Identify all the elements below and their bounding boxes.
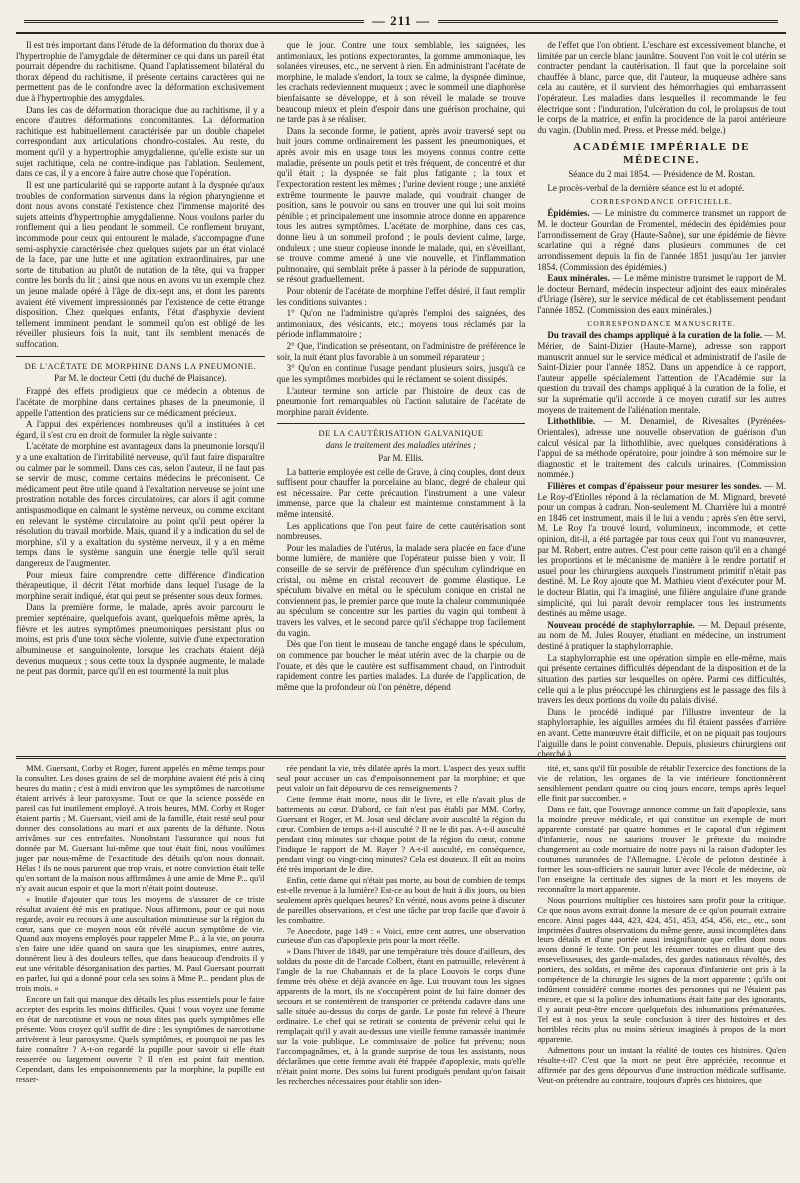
paragraph: » Dans l'hiver de 1849, par une température très douce d'ailleurs, des soldats du poste dit de l'arcade Colbert, étant en patrouille, relevèrent à l'angle de la rue Chabannais et de la place Louvois le corps d'une femme très obèse et déjà avancée en âge. Lui trouvant tous les signes apparents de la mort, ils ne s'occupèrent point de lui faire donner des secours et se contentèrent de transporter ce prétendu cadavre dans une salle située au-dessus du corps de garde. Le poste fut relevé à l'heure ordinaire. Le chef qui se retirait se contenta de prévenir celui qui le remplaçait qu'il y avait au-dessus une vieille femme ramassée inanimée sur la voie publique. Le commissaire de police fut prévenu; nous l'accompagnâmes, et, à la grande surprise de tous les assistants, nous déclarâmes que cette femme avait été frappée d'apoplexie, mais qu'elle n'était point morte. Des soins lui furent prodigués pendant qu'on faisait les recherches nécessaires pour établir son iden- (276, 946, 526, 1087)
paragraph-text: — M. Le Roy-d'Etiolles répond à la réclamation de M. Mignard, breveté pour un compas à cadran. Non-seulement M. Charrière lui a montré en 1846 cet instrument, mais il le lui a vendu ; après s'en être servi, M. Le Roy l'a trouvé lourd, volumineux, incommode, et cette opinion, dit-il, a été partagée par tous ceux qui l'ont vu manœuvrer, par M. Robert, entre autres. C'est pour cette raison qu'il en a changé les proportions et le mécanisme de manière à le rendre portatif et usuel pour les chirurgiens auxquels l'instrument primitif n'était pas destiné. M. Le Roy ajoute que M. Mathieu vient d'exécuter pour M. le docteur Blatin, qui l'a imaginé, une filière angulaire d'une grande simplicité, qui lui paraît devoir remplacer tous les instruments destinés au même usage. (537, 480, 787, 619)
paragraph: L'acétate de morphine est avantageux dans la pneumonie lorsqu'il y a une exaltation de l'irritabilité nerveuse, qu'il faut faire disparaître ou calmer par le sommeil. Dans ces cas, selon l'auteur, il ne faut pas se servir de musc, comme certains médecins le préconisent. Ce médicament peut être utile quand à l'exaltation nerveuse se joint une prostration notable des forces circulatoires, car alors il agit comme antispasmodique en calmant le système nerveux, ou comme excitant en relevant le système circulatoire au point qu'il peut opérer la résolution du travail morbide. Mais, quand il y a indication du sel de morphine, s'il y a exaltation du système nerveux, il y a en même temps dans le système sanguin une énergie telle qu'il serait dangereux de l'augmenter. (16, 441, 265, 569)
paragraph: Nous pourrions multiplier ces histoires sans profit pour la critique. Ce que nous avons extrait donne la mesure de ce qu'on pourrait extraire encore. Ainsi pages 444, 423, 424, 451, 453, 454, 456, etc., etc., sont imprimées d'autres observations du même genre, aussi incomplètes dans leurs détails et d'une portée aussi insignifiante que celles dont nous avons donné le texte. On peut les résumer toutes en disant que des ensevelisseuses, des garde-malades, des gardes nationaux révoltés, des portiers, des soldats, et même des caporaux d'infanterie ont pris à la compétence de la chirurgie les signes de la mort apparente ; qu'ils ont indûment considéré comme mortes des personnes qui ne l'étaient pas encore, et que si la police des inhumations était faite par des ignorants, il y aurait peut-être encore quelquefois des inhumations prématurées. Tel est à nos yeux la seule conclusion à tirer des histoires et des horribles récits plus ou moins sérieux imaginés à propos de la mort apparente. (537, 894, 787, 1045)
header-rule-left (24, 20, 364, 23)
paragraph: Pour les maladies de l'utérus, la malade sera placée en face d'une bonne lumière, de manière que l'opérateur puisse bien y voir. Il conseille de se servir de préférence d'un spéculum cylindrique en cristal, ou même en cristal recouvert de gomme élastique. Le spéculum bivalve en métal ou le spéculum conique en cristal ne conviennent pas, le premier parce que toute la chaleur communiquée au spéculum se concentre sur les parties du vagin qui tombent à travers les valves, et le second parce qu'il s'échappe trop facilement du vagin. (276, 542, 526, 638)
paragraph: Frappé des effets prodigieux que ce médecin a obtenus de l'acétate de morphine dans certaines phases de la pneumonie, il appelle l'attention des praticiens sur ce médicament précieux. (16, 386, 265, 418)
paragraph: 3° Qu'on en continue l'usage pendant plusieurs soirs, jusqu'à ce que les symptômes morbides qui le réclament se soient dissipés. (276, 363, 526, 384)
lower-column-2 (277, 764, 526, 1174)
paragraph: Dans les cas de déformation thoracique due au rachitisme, il y a encore d'autres déformations concomitantes. La déformation rachitique est habituellement caractérisée par un double chapelet correspondant aux articulations chondro-costales. Au reste, du moment qu'il y a hypertrophie amygdalienne, qu'elle existe sur un sujet rachitique, cela ne contre-indique pas l'ablation. Seulement, dans ce cas, il y a encore à faire autre chose que l'opération. (16, 104, 265, 179)
paragraph: Il est une particularité qui se rapporte autant à la dyspnée qu'aux troubles de conformation survenus dans la région pharyngienne et dont nous avons constaté l'existence chez l'immense majorité des sujets atteints d'hypertrophie amygdalienne. Nous voulons parler du ronflement qui a lieu pendant le sommeil. Ce ronflement bruyant, incommode pour ceux qui entourent le malade, s'accompagne d'une semi-asphyxie caractérisée chez quelques sujets par un état violacé de la face, par une lutte et une agitation extraordinaires, par une sorte de titubation au plutôt de nutation de la tête, qui va frapper contre les bords du lit ; ainsi que nous en avons vu un exemple chez un jeune malade opéré à l'âge de dix-sept ans, et dont les parents avaient été vivement impressionnés par l'existence de cette étrange disposition. Chez quelques enfants, l'état d'asphyxie devient tellement imminent pendant le sommeil qu'on est obligé de les réveiller plusieurs fois la nuit, tant ils semblent menacés de suffocation. (16, 179, 265, 350)
paragraph: 1° Qu'on ne l'administre qu'après l'emploi des saignées, des antimoniaux, des vésicants, etc.; moyens tous réclamés par la période inflammatoire ; (276, 308, 526, 340)
paragraph: MM. Guersant, Corby et Roger, furent appelés en même temps pour la consulter. Les doses grains de sel de morphine avaient été pris à cinq heures du matin ; c'est à midi environ que les symptômes de narcotisme étaient arrivés à leur paroxysme. Tout ce que la science possède en pareil cas fut inutilement employé. A trois heures, MM. Corby et Roger étaient partis ; M. Guersant, vieil ami de la famille, était resté seul pour donner des consolations au mari et aux parents de la défunte. Nous arrivâmes sur ces entrefaites. Nonobstant l'assurance qui nous fut donnée par M. Guersant lui-même que tout était fini, nous voulûmes juger par nous-même de l'exactitude des détails qu'on nous donnait. Hélas ! ils ne nous parurent que trop vrais, et notre conviction était telle qu'en sortant de la maison nous affirmâmes à une amie de Mme P... qu'il n'y avait aucun espoir et que la mort n'était point douteuse. (16, 763, 265, 893)
column-3 (537, 40, 787, 760)
paragraph (537, 273, 786, 315)
paragraph-text: — Le ministre du commerce transmet un rapport de M. le docteur Gourdan de Fromentel, médecin des épidémies pour l'arrondissement de Gray (Haute-Saône), sur une épidémie de fièvre scarlatine qui a régné dans plusieurs communes de cet arrondissement depuis la fin de l'année 1851 jusqu'au 1er janvier 1854. (Commission des épidémies.) (537, 208, 787, 272)
paragraph-text: — M. Depaul présente, au nom de M. Jules Rouyer, étudiant en médecine, un instrument destiné à pratiquer la staphylorraphie. (537, 619, 787, 652)
paragraph: rée pendant la vie, très dilatée après la mort. L'aspect des yeux suffit seul pour accuser un cas d'empoisonnement par la morphine; et que peut valoir un fait dépourvu de ces renseignements ? (276, 763, 526, 793)
paragraph: Dans la première forme, le malade, après avoir parcouru le premier septénaire, quelquefois avant, quelquefois même après, la fièvre et les autres symptômes pneumoniques persistant plus ou moins, est pris d'une toux sèche violente, suivie d'une expectoration albumineuse et sanguinolente, lorsque les crachats étaient déjà devenus muqueux ; sous cette toux la dyspnée augmente, le malade ne peut pas dormir, parce qu'il en est tourmenté la nuit plus (16, 602, 265, 677)
paragraph (537, 481, 786, 619)
run-in-heading: Lithothlibie. (547, 416, 596, 427)
paragraph: Pour obtenir de l'acétate de morphine l'effet désiré, il faut remplir les conditions suivantes : (276, 286, 526, 307)
column-1 (16, 40, 265, 752)
academy-heading: ACADÉMIE IMPÉRIALE DE MÉDECINE. (573, 141, 751, 167)
run-in-heading: Nouveau procédé de staphylorraphie. (547, 619, 695, 630)
paragraph: A l'appui des expériences nombreuses qu'il a instituées à cet égard, il s'est cru en droit de formuler la règle suivante : (16, 419, 265, 440)
paragraph (537, 208, 786, 272)
article-author: Par M. le docteur Cetti (du duché de Plaisance). (54, 372, 227, 383)
paragraph-text: — M. Denamiel, de Rivesaltes (Pyrénées-Orientales), adresse une nouvelle observation de guérison d'un calcul vésical par la lithothlibie, avec quelques considérations à l'appui de sa méthode opératoire, pour joindre à son mémoire sur le diagnostic et le traitement des calculs urinaires. (Commission nommée.) (537, 416, 787, 480)
article-subtitle: dans le traitement des maladies utérines ; (325, 440, 477, 451)
paragraph: 7e Anecdote, page 149 : « Voici, entre cent autres, une observation curieuse d'un cas d'apoplexie pris pour la mort réelle. (276, 925, 526, 946)
paragraph: Dès que l'on tient le museau de tanche engagé dans le spéculum, on commence par boucher le méat utérin avec de la charpie ou de l'ouate, et dès que le cautère est suffisamment chaud, on l'introduit rapidement contre les parties malades. La durée de l'application, de même que la profondeur où l'on pénètre, dépend (276, 639, 526, 692)
article-author: Par M. Ellis. (378, 452, 424, 463)
paragraph-text: — M. Mérier, de Saint-Dizier (Haute-Marne), adresse son rapport manuscrit annuel sur le service médical et administratif de l'asile de Saint-Dizier pour l'année 1852. Dans un appendice à ce rapport, l'auteur appelle spécialement l'attention de l'Académie sur la question du travail des champs appliqué à la curation de la folie, et sur la suprématie qu'il accorde à ce moyen curatif sur les autres moyens de traitement de l'aliénation mentale. (537, 330, 787, 415)
paragraph: Enfin, cette dame qui n'était pas morte, au bout de combien de temps est-elle revenue à la lumière? Est-ce au bout de huit à dix jours, ou bien seulement après quelques heures? En vérité, nous avons peine à discuter de pareilles observations, et c'est une tâche par trop facile que d'avoir à les combattre. (276, 874, 526, 925)
paragraph: Dans ce fait, que l'ouvrage annonce comme un fait d'apoplexie, sans la moindre preuve médicale, et qui constitue un exemple de mort apparente constaté par quatre hommes et le caporal d'un régiment d'infanterie, nous ne saurions trouver le prétexte du moindre changement au code mortuaire de notre pays ni la raison d'adopter les coutumes surannées de l'Allemagne. L'école de peloton destinée à former les sous-officiers ne saurait lutter avec l'école de médecine, où l'on enseigne la certitude des signes de la mort et les moyens de reconnaître la mort apparente. (537, 803, 787, 894)
paragraph: Dans le procédé indiqué par l'illustre inventeur de la staphylorraphie, les aiguilles armées du fil étaient passées d'arrière en avant. Cette manœuvre était difficile, et on ne piquait pas toujours l'aiguille dans le point convenable. Depuis, plusieurs chirurgiens ont cherché à (537, 706, 787, 760)
paragraph-text: — Le même ministre transmet le rapport de M. le docteur Bernard, médecin inspecteur adjoint des eaux minérales d'Uriage (Isère), sur le service médical de cet établissement pendant l'année 1852. (Commission des eaux minérales.) (537, 273, 787, 315)
paragraph (537, 416, 786, 480)
paragraph: de l'effet que l'on obtient. L'eschare est excessivement blanche, et limitée par un cercle blanc jaunâtre. Souvent l'on voit le col utérin se contracter pendant la cautérisation. Il faut que la porcelaine soit chauffée à blanc, parce que, dit l'auteur, la muqueuse adhère sans cela au cautère, et il survient des hémorrhagies qui embarrassent l'opérateur. Les maladies dans lesquelles il recommande le feu électrique sont : l'induration, l'ulcération du col, le prolapsus de tout le corps de la matrice, et enfin la procidence de la paroi antérieure du vagin. (Dublin med. Press. et Presse méd. belge.) (537, 40, 787, 135)
paragraph: Il est très important dans l'étude de la déformation du thorax due à l'hypertrophie de l'amygdale de déterminer ce qui dans un pareil état pourrait dépendre du rachitisme. Quand l'aplatissement bilatéral du thorax dépend du rachitisme, il présente certains caractères qui ne permettent pas de le confondre avec la déformation exclusivement due à l'hypertrophie des amygdales. (16, 40, 265, 104)
paragraph: Les applications que l'on peut faire de cette cautérisation sont nombreuses. (276, 520, 526, 542)
paragraph (537, 330, 786, 415)
subheading-official: CORRESPONDANCE OFFICIELLE. (590, 196, 733, 206)
paragraph: L'auteur termine son article par l'histoire de deux cas de pneumonie fort remarquables où l'action salutaire de l'acétate de morphine parait évidente. (276, 385, 526, 417)
paragraph (537, 620, 786, 652)
paragraph: Encore un fait qui manque des détails les plus essentiels pour le faire accepter des esprits les moins difficiles. Quoi ! vous voyez une femme en état de narcotisme et vous ne nous dites pas quels symptômes elle présente. Vous croyez qu'il suffit de dire : les symptômes de narcotisme arrivèrent à leur paroxysme. Quels symptômes, et pourquoi ne pas les faire connaître ? A-t-on regardé la pupille pour savoir si elle était resserrée ou largement ouverte ? Il n'en est point fait mention. Cependant, dans les empoisonnements par la morphine, la pupille est resser- (16, 994, 265, 1085)
column-2 (277, 40, 526, 752)
paragraph: Pour mieux faire comprendre cette différence d'indication thérapeutique, il décrit l'état morbide dans lequel l'usage de la morphine serait indiqué, état qui peut se présenter sous deux formes. (16, 569, 265, 601)
top-rule (16, 32, 786, 34)
run-in-heading: Filières et compas d'épaisseur pour mesurer les sondes. (547, 480, 762, 491)
paragraph: Admettons pour un instant la réalité de toutes ces histoires. Qu'en résulte-t-il? C'est que la mort ne peut être appréciée, reconnue et affirmée par des gens dépourvus d'une instruction médicale suffisante. Veut-on prétendre au contraire, toujours d'après ces histoires, que (537, 1045, 787, 1086)
page-number: — 211 — (371, 13, 431, 29)
run-in-heading: Eaux minérales. (547, 273, 610, 284)
subheading-manuscript: CORRESPONDANCE MANUSCRITE. (587, 318, 736, 328)
page-header (16, 12, 786, 30)
paragraph: Dans la seconde forme, le patient, après avoir traversé sept ou huit jours comme ordinairement les passent les pneumoniques, et après avoir mis en usage tous les moyens connus contre cette maladie, présente un pouls petit et très fréquent, de concentré et dur qu'il était ; la dyspnée se fait plus fatigante ; la toux et l'expectoration restent les mêmes ; l'urine devient rouge ; une anxiété extrême tourmente le pauvre malade, qui voudrait changer de position, sans le pouvoir ou sans en trouver une qui lui soit moins pénible ; et principalement une insomnie atroce donne en apparence tous les autres symptômes. L'acétate de morphine, dans ces cas, donne lieu à un sommeil profond ; le pouls devient calme, large, onduleux ; une sueur copieuse inonde le malade, qui, en s'éveillant, se trouve comme amené à une vie nouvelle, et l'inflammation pulmonaire, qui semblait prête à passer à la période de suppuration, se résout graduellement. (276, 125, 526, 285)
paragraph: Cette femme était morte, nous dit le livre, et elle n'avait plus de battements au cœur. D'abord, ce fait n'est pas établi par MM. Corby, Guersant et Roger, et M. Josat seul déclare avoir ausculté la région du cœur. Combien de temps a-t-il ausculté ? Il ne le dit pas. A-t-il ausculté pendant cinq minutes sur chaque point de la région du cœur, comme l'indique le rapport de M. Rayer ? A-t-il ausculté, en conséquence, pendant vingt ou vingt-cinq minutes? Cela est douteux. Il eût au moins été très important de le dire. (276, 793, 526, 874)
lower-column-3 (537, 764, 786, 1174)
run-in-heading: Du travail des champs appliqué à la curation de la folie. (547, 330, 763, 341)
paragraph: « Inutile d'ajouter que tous les moyens de s'assurer de ce triste résultat avaient été mis en pratique. Nous affirmons, pour ce qui nous regarde, avoir eu recours à une auscultation minutieuse sur la région du cœur, sans que ce moyen nous eût révélé aucun symptôme de vie. Quand aux moyens employés pour rappeler Mme P... à la vie, on pourra s'en faire une idée quand on saura que les sinapismes, entre autres, donnèrent lieu à des douleurs telles, que dans beaucoup d'endroits il y eut une véritable désorganisation des parties. M. Paul Guersant pourrait en parler, lui qui a donné pour cela ses soins à Mme P... pendant plus de trois mois. » (16, 893, 265, 994)
header-rule-right (438, 20, 778, 23)
paragraph: que le jour. Contre une toux semblable, les saignées, les antimoniaux, les potions expectorantes, la gomme ammoniaque, les solanées vireuses, etc., ne servent à rien. En administrant l'acétate de morphine, le malade s'endort, la toux se calme, la dyspnée diminue, les crachats redeviennent muqueux ; avec le sommeil une diaphorèse bienfaisante se développe, et à son réveil le malade se trouve beaucoup mieux et plein d'espoir dans une guérison prochaine, qui ne tarde pas à se réaliser. (276, 40, 526, 125)
article-title-cauterisation: DE LA CAUTÉRISATION GALVANIQUE (277, 423, 526, 438)
lower-columns (16, 764, 786, 1174)
session-line: Séance du 2 mai 1854. — Présidence de M. Rostan. (568, 169, 756, 180)
run-in-heading: Épidémies. (547, 208, 590, 219)
paragraph: tité, et, sans qu'il fût possible de rétablir l'exercice des fonctions de la vie de relation, les organes de la vie intérieure fonctionnèrent sensiblement pendant quatre ou cinq jours encore, temps après lequel elle finit par succomber. » (537, 763, 787, 803)
paragraph: 2° Que, l'indication se présentant, on l'administre de préférence le soir, la nuit étant plus favorable à un sommeil réparateur ; (276, 341, 526, 362)
paragraph: La staphylorraphie est une opération simple en elle-même, mais qui présente certaines difficultés dépendant de la disposition et de la situation des parties sur lesquelles on opère. Parmi ces difficultés, celle qui a le plus préoccupé les chirurgiens est le passage des fils à travers les deux portions du voile du palais divisé. (537, 652, 787, 706)
paragraph: La batterie employée est celle de Grave, à cinq couples, dont deux suffisent pour chauffer la porcelaine au blanc, degré de chaleur qui est nécessaire. Par cette précaution l'instrument a une valeur immense, parce que la chaleur est maintenue constamment à la même intensité. (276, 466, 526, 519)
article-title-morphine: DE L'ACÉTATE DE MORPHINE DANS LA PNEUMONIE. (16, 356, 265, 371)
upper-columns (16, 40, 787, 760)
lower-column-1 (16, 764, 265, 1174)
paragraph: Le procès-verbal de la dernière séance est lu et adopté. (547, 183, 745, 194)
